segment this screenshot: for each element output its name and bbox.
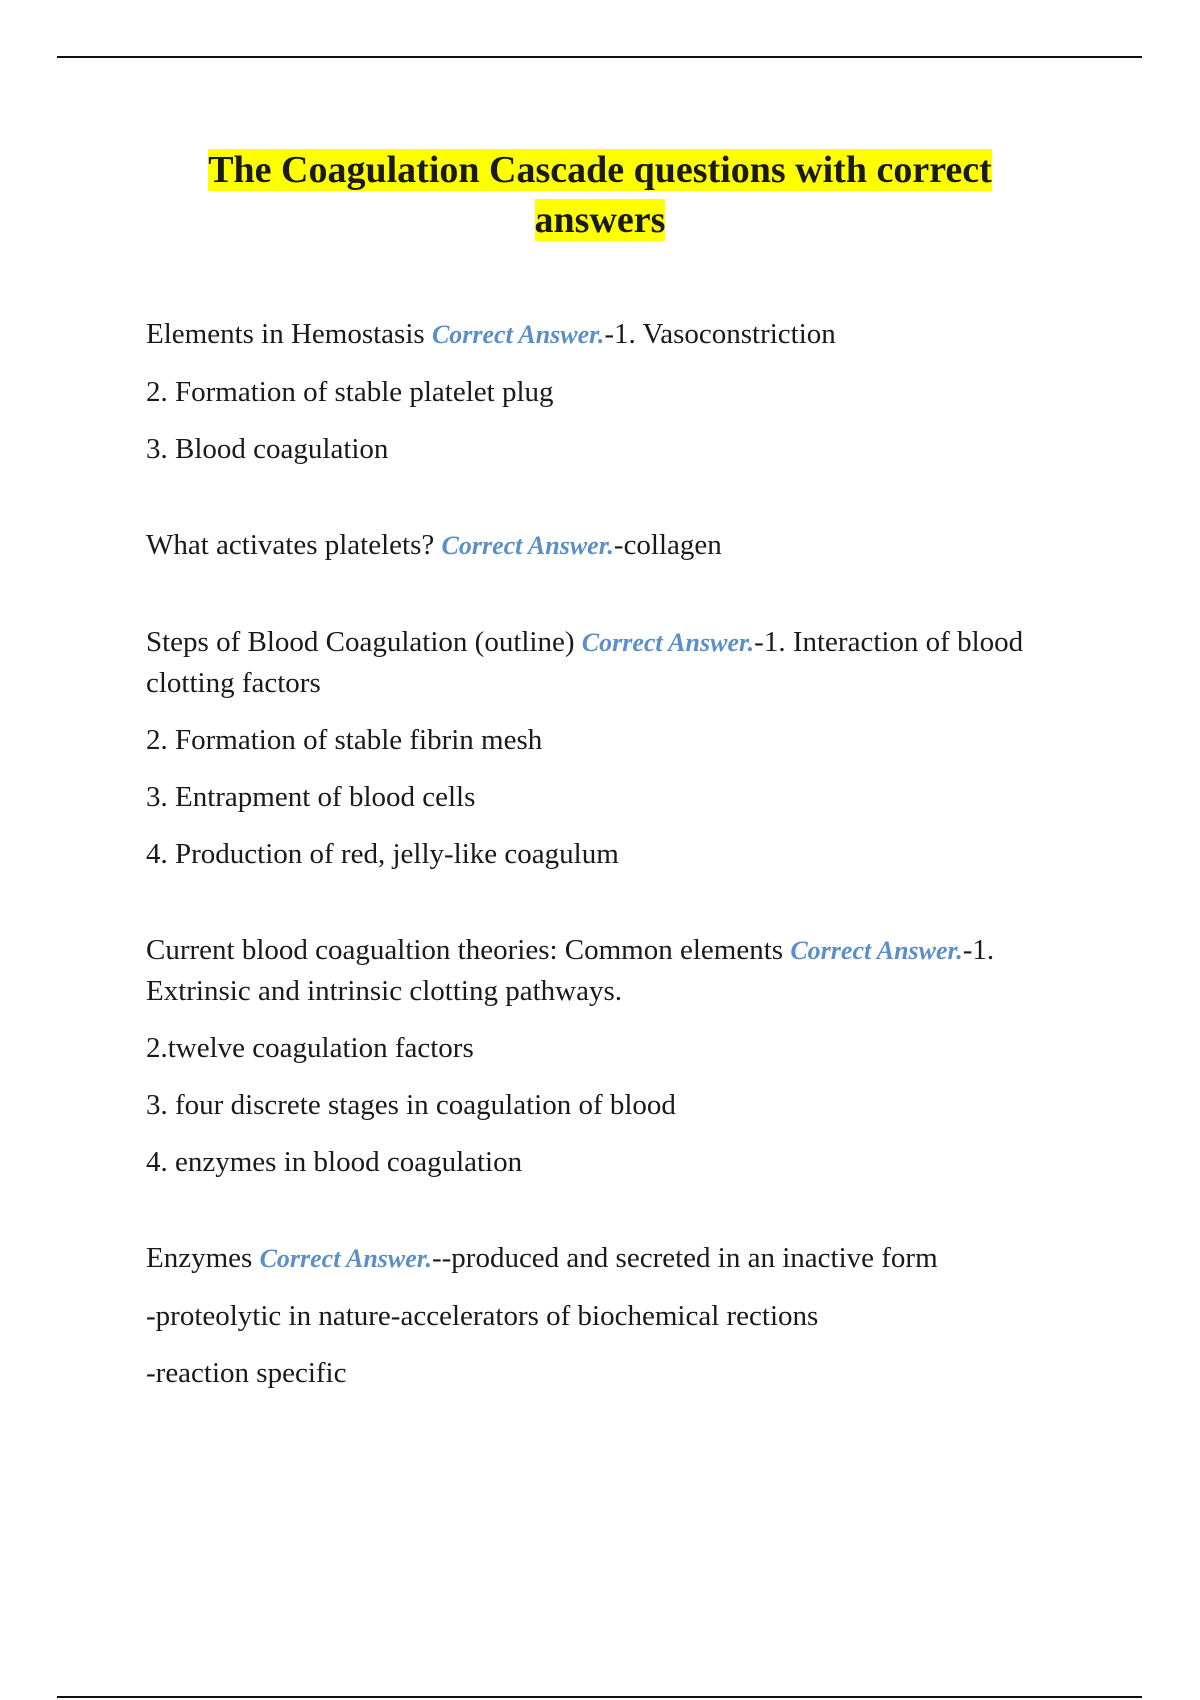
footer-rule [57, 1696, 1142, 1698]
answer-line: 3. Blood coagulation [146, 433, 389, 465]
answer-line: 4. Production of red, jelly-like coagulum [146, 838, 619, 870]
correct-answer-label: Correct Answer. [581, 628, 755, 657]
answer-line: 2.twelve coagulation factors [146, 1032, 474, 1064]
answer-line: 3. Entrapment of blood cells [146, 781, 476, 813]
question-text: What activates platelets? [146, 529, 442, 561]
answer-text: -1. Interaction of blood clotting factors [146, 626, 1024, 699]
question-text: Current blood coagualtion theories: Common elements [146, 934, 791, 966]
correct-answer-label: Correct Answer. [259, 1244, 432, 1273]
title-line-1: The Coagulation Cascade questions with correct [208, 149, 992, 191]
qa-item [146, 525, 1096, 566]
correct-answer-label: Correct Answer. [431, 320, 605, 349]
title-line-2: answers [534, 199, 666, 241]
document-title [100, 145, 1100, 245]
qa-item [146, 930, 1096, 1011]
qa-item [146, 314, 1096, 355]
correct-answer-label: Correct Answer. [441, 531, 614, 560]
answer-text: -1. Extrinsic and intrinsic clotting pathways. [146, 934, 995, 1007]
answer-line: -reaction specific [146, 1357, 347, 1389]
answer-text: -collagen [613, 529, 722, 561]
qa-item [146, 1238, 1096, 1279]
qa-list [146, 314, 1096, 1410]
answer-line: 4. enzymes in blood coagulation [146, 1146, 523, 1178]
qa-item [146, 622, 1096, 703]
answer-text: -1. Vasoconstriction [604, 318, 836, 350]
question-text: Enzymes [146, 1242, 260, 1274]
answer-line: 2. Formation of stable platelet plug [146, 376, 554, 408]
correct-answer-label: Correct Answer. [790, 936, 963, 965]
question-text: Elements in Hemostasis [146, 318, 432, 350]
answer-line: -proteolytic in nature-accelerators of biochemical rections [146, 1300, 819, 1332]
header-rule [57, 56, 1142, 58]
answer-text: --produced and secreted in an inactive form [431, 1242, 938, 1274]
question-text: Steps of Blood Coagulation (outline) [146, 626, 582, 658]
answer-line: 2. Formation of stable fibrin mesh [146, 724, 543, 756]
answer-line: 3. four discrete stages in coagulation of blood [146, 1089, 676, 1121]
